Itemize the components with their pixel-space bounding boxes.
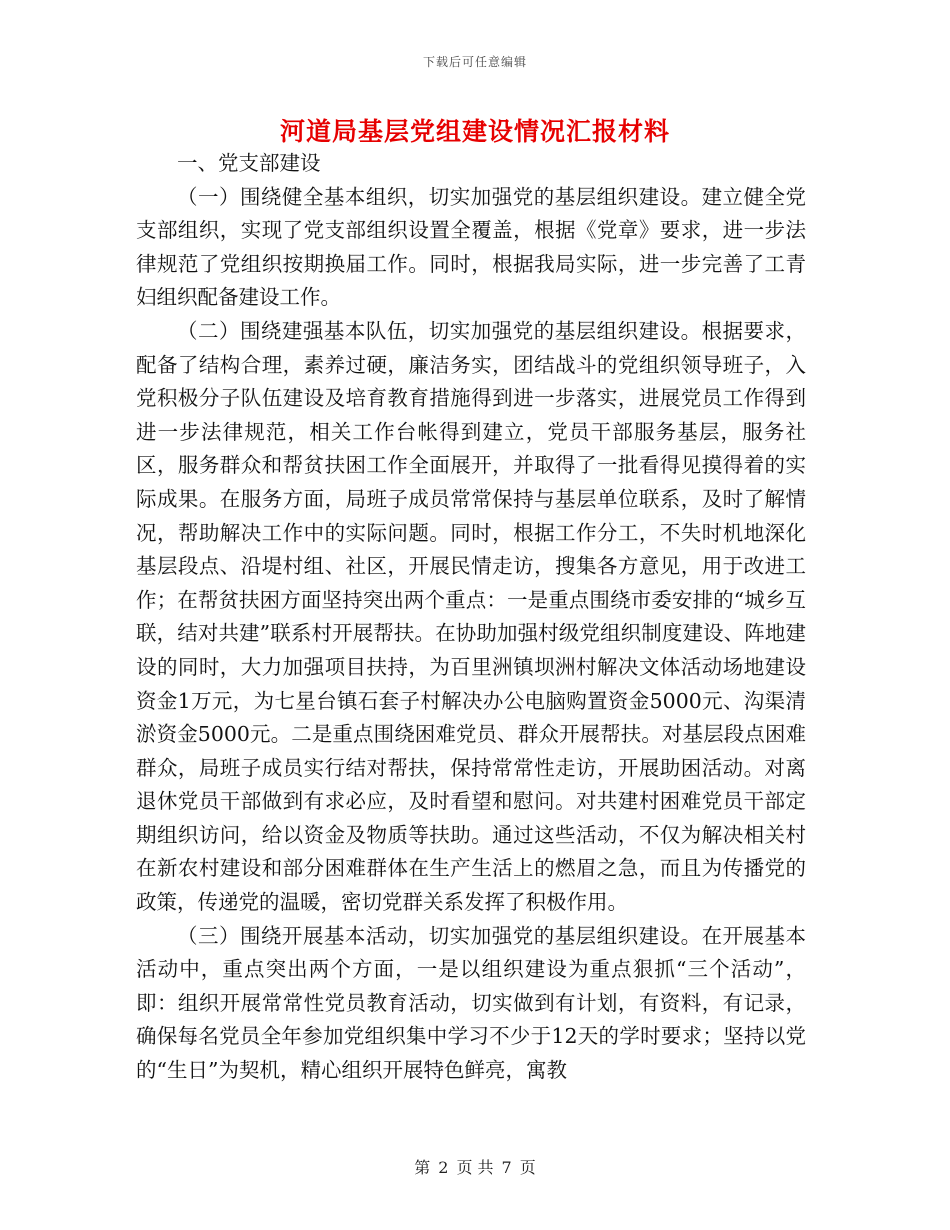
- footer-middle: 页 共: [456, 1158, 494, 1177]
- footer-total-pages: 7: [501, 1158, 512, 1177]
- header-note: 下载后可任意编辑: [422, 55, 527, 69]
- paragraph: （二）围绕建强基本队伍，切实加强党的基层组织建设。根据要求，配备了结构合理，素养过硬，廉洁务实，团结战斗的党组织领导班子，入党积极分子队伍建设及培育教育措施得到进一步落实，进展党员工作得到进一步法律规范，相关工作台帐得到建立，党员干部服务基层，服务社区，服务群众和帮贫扶困工作全面展开，并取得了一批看得见摸得着的实际成果。在服务方面，局班子成员常常保持与基层单位联系，及时了解情况，帮助解决工作中的实际问题。同时，根据工作分工，不失时机地深化基层段点、沿堤村组、社区，开展民情走访，搜集各方意见，用于改进工作；在帮贫扶困方面坚持突出两个重点：一是重点围绕市委安排的“城乡互联，结对共建”联系村开展帮扶。在协助加强村级党组织制度建设、阵地建设的同时，大力加强项目扶持，为百里洲镇坝洲村解决文体活动场地建设资金1万元，为七星台镇石套子村解决办公电脑购置资金5000元、沟渠清淤资金5000元。二是重点围绕困难党员、群众开展帮扶。对基层段点困难群众，局班子成员实行结对帮扶，保持常常性走访，开展助困活动。对离退休党员干部做到有求必应，及时看望和慰问。对共建村困难党员干部定期组织访问，给以资金及物质等扶助。通过这些活动，不仅为解决相关村在新农村建设和部分困难群体在生产生活上的燃眉之急，而且为传播党的政策，传递党的温暖，密切党群关系发挥了积极作用。: [136, 318, 806, 915]
- paragraph: （一）围绕健全基本组织，切实加强党的基层组织建设。建立健全党支部组织，实现了党支部组织设置全覆盖，根据《党章》要求，进一步法律规范了党组织按期换届工作。同时，根据我局实际，进一步完善了工青妇组织配备建设工作。: [136, 184, 806, 310]
- section-heading: 一、党支部建设: [177, 151, 321, 175]
- document-body: [136, 147, 806, 1088]
- footer-suffix: 页: [519, 1158, 536, 1177]
- page-footer: [0, 1155, 950, 1178]
- paragraph: （三）围绕开展基本活动，切实加强党的基层组织建设。在开展基本活动中，重点突出两个方面，一是以组织建设为重点狠抓“三个活动”，即：组织开展常常性党员教育活动，切实做到有计划，有资料，有记录，确保每名党员全年参加党组织集中学习不少于12天的学时要求；坚持以党的“生日”为契机，精心组织开展特色鲜亮，寓教: [136, 923, 806, 1083]
- footer-prefix: 第: [414, 1158, 431, 1177]
- footer-current-page: 2: [438, 1158, 449, 1177]
- document-title: 河道局基层党组建设情况汇报材料: [279, 117, 670, 146]
